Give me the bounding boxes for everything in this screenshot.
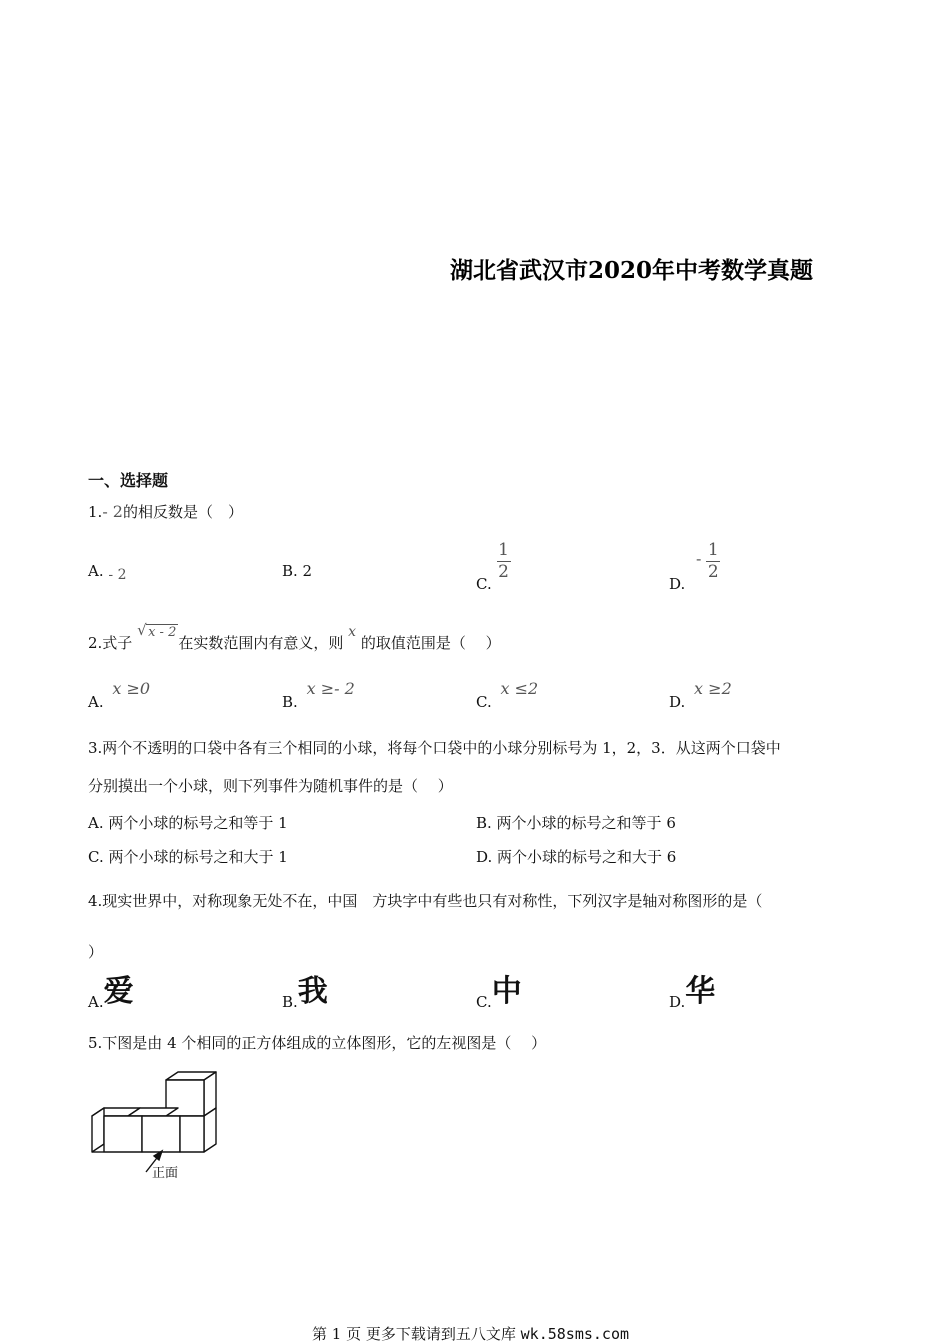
- q4-option-b-label: B.: [282, 993, 298, 1011]
- q1-option-c[interactable]: [476, 540, 511, 593]
- front-label: 正面: [152, 1166, 179, 1181]
- q3-line-1: 3.两个不透明的口袋中各有三个相同的小球，将每个口袋中的小球分别标号为 1，2，3．从这两个口袋中: [88, 739, 781, 757]
- q1-option-d-numerator: 1: [707, 540, 719, 560]
- q4-option-d-char: 华: [685, 974, 716, 1009]
- q2-option-b-expr: x ≥- 2: [306, 679, 355, 698]
- q1-option-d-denominator: 2: [707, 562, 719, 582]
- q1-prefix: 1.: [88, 503, 103, 521]
- q1-option-c-denominator: 2: [498, 562, 509, 582]
- q4-option-a-label: A.: [88, 993, 104, 1011]
- q1-option-d[interactable]: [669, 540, 720, 593]
- q2-option-b-label: B.: [282, 693, 298, 711]
- q3-line-2: 分别摸出一个小球，则下列事件为随机事件的是（ ）: [88, 777, 453, 795]
- q1-option-c-numerator: 1: [498, 540, 509, 560]
- q3-option-a[interactable]: A. 两个小球的标号之和等于 1: [88, 814, 288, 832]
- q1-option-a[interactable]: [88, 562, 127, 583]
- q1-option-c-label: C.: [476, 574, 492, 593]
- cube-figure: [88, 1068, 228, 1184]
- q4-option-a-char: 爱: [103, 974, 134, 1009]
- q1-option-a-value: - 2: [108, 567, 127, 583]
- page-title: 湖北省武汉市2020年中考数学真题: [450, 257, 814, 284]
- q3-option-d[interactable]: D. 两个小球的标号之和大于 6: [476, 848, 677, 866]
- cube-right-side: [204, 1108, 216, 1152]
- question-1: [88, 502, 243, 522]
- q2-option-b[interactable]: [282, 679, 355, 711]
- q3-option-c[interactable]: C. 两个小球的标号之和大于 1: [88, 848, 288, 866]
- q1-option-a-label: A.: [88, 562, 104, 580]
- q3-option-b[interactable]: B. 两个小球的标号之和等于 6: [476, 814, 676, 832]
- q4-option-c-label: C.: [476, 993, 492, 1011]
- footer-site-link[interactable]: wk.58sms.com: [520, 1325, 630, 1343]
- q2-radical: [137, 623, 178, 643]
- q2-option-c-label: C.: [476, 693, 492, 711]
- cube-left-side: [92, 1108, 104, 1152]
- q1-text: 的相反数是（ ）: [122, 503, 243, 521]
- q2-text-end: 的取值范围是（ ）: [360, 634, 501, 652]
- question-2: [88, 621, 501, 655]
- q4-line-1: 4.现实世界中，对称现象无处不在，中国 方块字中有些也只有对称性，下列汉字是轴对称图形的是（: [88, 892, 763, 910]
- q1-option-b[interactable]: B. 2: [282, 562, 313, 580]
- q2-option-d-expr: x ≥2: [694, 679, 732, 698]
- q4-line-2: ）: [88, 943, 104, 961]
- q2-option-d-label: D.: [669, 693, 686, 711]
- q1-option-d-fraction: [706, 540, 720, 583]
- section-title: 一、选择题: [88, 471, 169, 490]
- q4-option-a[interactable]: [88, 972, 134, 1016]
- q4-option-c-char: 中: [491, 974, 522, 1009]
- sqrt-icon: √: [137, 621, 147, 639]
- q2-option-a-label: A.: [88, 693, 104, 711]
- q2-var: x: [348, 624, 357, 640]
- q2-text-mid: 在实数范围内有意义，则: [178, 634, 344, 652]
- q2-option-a-expr: x ≥0: [112, 679, 151, 698]
- q1-expr: - 2: [102, 502, 123, 521]
- q4-option-c[interactable]: [476, 972, 522, 1016]
- cube-front-1: [104, 1116, 142, 1152]
- q4-option-b-char: 我: [297, 974, 328, 1009]
- q4-option-d[interactable]: [669, 972, 715, 1016]
- q2-prefix: 2.式子: [88, 634, 133, 652]
- q4-option-d-label: D.: [669, 993, 686, 1011]
- q4-option-b[interactable]: [282, 972, 328, 1016]
- q2-option-c-expr: x ≤2: [500, 679, 539, 698]
- q2-option-a[interactable]: [88, 679, 151, 711]
- q2-radicand: x - 2: [148, 625, 177, 640]
- q2-option-c[interactable]: [476, 679, 539, 711]
- cube-front-3: [180, 1116, 204, 1152]
- question-5: 5.下图是由 4 个相同的正方体组成的立体图形，它的左视图是（ ）: [88, 1034, 547, 1052]
- q2-option-d[interactable]: [669, 679, 732, 711]
- q1-option-d-sign: -: [696, 548, 702, 568]
- cube-front-2: [142, 1116, 180, 1152]
- q1-option-c-fraction: [497, 540, 511, 583]
- footer: [312, 1323, 629, 1344]
- q1-option-d-label: D.: [669, 574, 686, 593]
- footer-page: 第 1 页 更多下载请到五八文库: [312, 1325, 516, 1343]
